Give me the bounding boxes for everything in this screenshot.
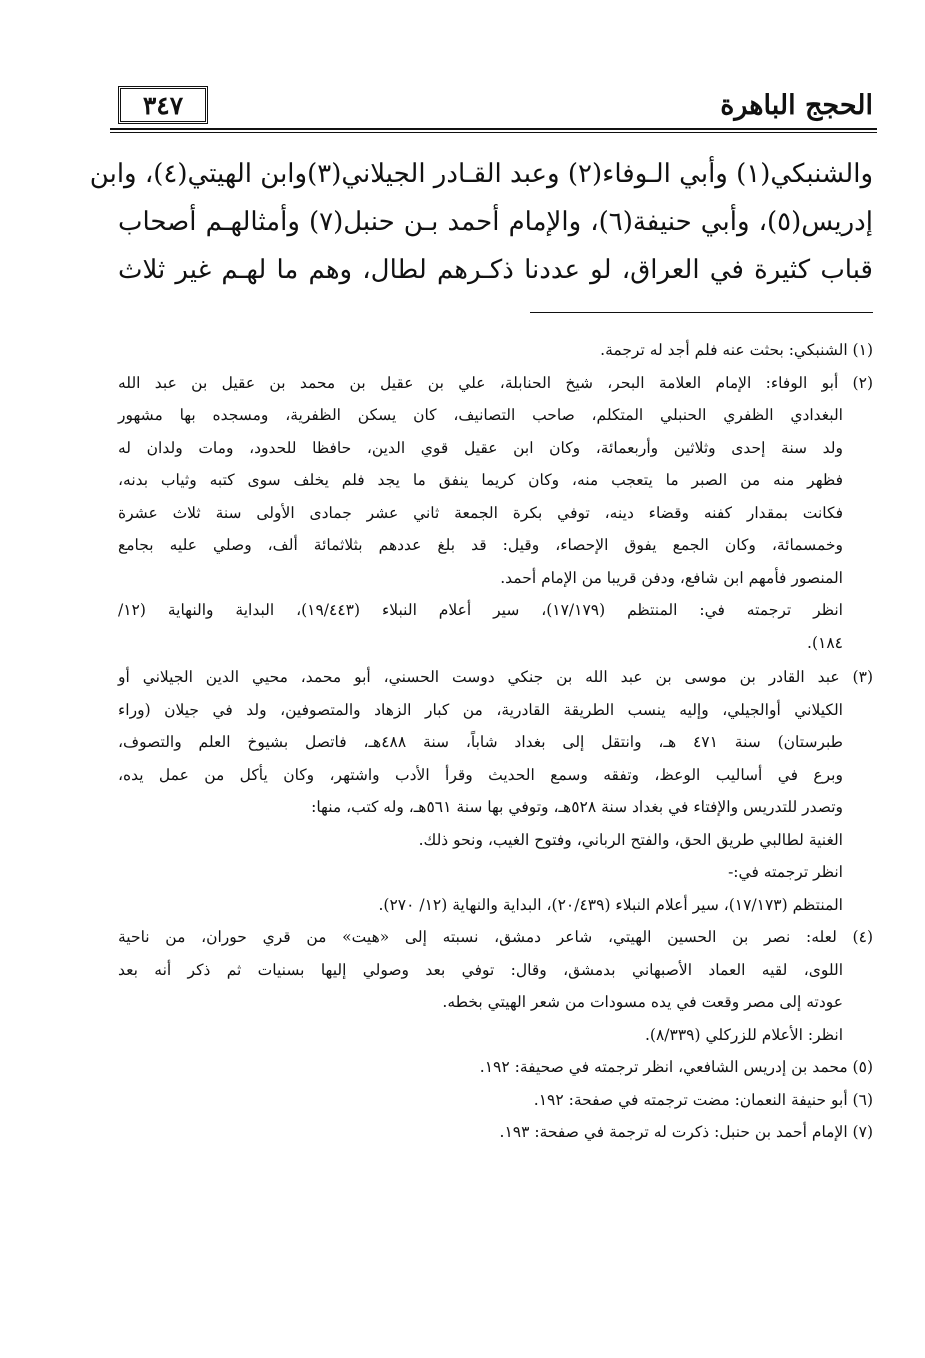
header-rule-thin <box>110 132 877 133</box>
main-text-line: قباب كثيرة في العراق، لو عددنا ذكـرهم لطال، وهم ما لهـم غير ثلاث <box>118 255 873 285</box>
footnote-2-line: انظر ترجمته في: المنتظم (١٧/١٧٩)، سير أعلام النبلاء (١٩/٤٤٣)، البداية والنهاية (١٢/ <box>118 601 843 619</box>
running-title: الحجج الباهرة <box>720 90 873 121</box>
footnotes <box>118 334 873 1149</box>
footnote-3-line: طبرستان) سنة ٤٧١ هـ، وانتقل إلى بغداد شاباً، سنة ٤٨٨هـ، فاتصل بشيوخ العلم والتصوف، <box>118 733 843 751</box>
footnote-1-line: (١) الشنبكي: بحثت عنه فلم أجد له ترجمة. <box>600 341 873 359</box>
header-rule <box>110 128 877 130</box>
footnote-4-line: عودته إلى مصر وقعت في يده مسودات من شعر الهيتي بخطه. <box>442 993 843 1011</box>
footnote-5-line: (٥) محمد بن إدريس الشافعي، انظر ترجمته في صحيفة: ١٩٢. <box>479 1058 873 1076</box>
footnote-2-line: فكانت بمقدار كفنه وقضاء دينه، توفي بكرة الجمعة ثاني عشر جمادى الأولى سنة ثلاث عشرة <box>118 503 843 522</box>
main-text-line: إدريس(٥)، وأبي حنيفة(٦)، والإمام أحمد بـن حنبل(٧) وأمثالهـم أصحاب <box>118 207 873 237</box>
footnote-2-line: البغدادي الظفري الحنبلي المتكلم، صاحب التصانيف، كان يسكن الظفرية، ومسجده بها مشهور <box>118 406 843 424</box>
page-number: ٣٤٧ <box>118 86 208 124</box>
footnote-3-line: وتصدر للتدريس والإفتاء في بغداد سنة ٥٢٨هـ، وتوفي بها سنة ٥٦١هـ، وله كتب، منها: <box>311 798 843 816</box>
main-text <box>89 150 873 294</box>
footnote-6-line: (٦) أبو حنيفة النعمان: مضت ترجمته في صفحة: ١٩٢. <box>533 1090 873 1109</box>
footnote-4-line: اللوى، لقيه العماد الأصبهاني بدمشق، وقال: توفي بعد وصولي إليها بسنيات ثم ذكر أنه بعد <box>118 960 843 979</box>
footnote-7-line: (٧) الإمام أحمد بن حنبل: ذكرت له ترجمة في صفحة: ١٩٣. <box>499 1123 873 1141</box>
footnote-3-line: الغنية لطالبي طريق الحق، والفتح الرباني، وفتوح الغيب، ونحو ذلك. <box>418 830 843 849</box>
footnote-4-line: (٤) لعله: نصر بن الحسين الهيتي، شاعر دمشق، نسبته إلى «هيت» من قري حوران، من ناحية <box>118 928 873 946</box>
footnote-2-line: المنصور فأمهم ابن شافع، ودفن قريبا من الإمام أحمد. <box>500 568 843 587</box>
footnote-2-line: وخمسمائة، وكان الجمع يفوق الإحصاء، وقيل: قد بلغ عددهم بثلاثمائة ألف، وصلي عليه بجامع <box>118 536 843 554</box>
footnote-3-line: انظر ترجمته في:- <box>728 863 843 881</box>
footnote-3-line: وبرع في أساليب الوعظ، وتفقه وسمع الحديث وقرأ الأدب واشتهر، وكان يأكل من عمل يده، <box>118 765 843 784</box>
footnote-2-line: ١٨٤). <box>807 633 843 652</box>
main-text-line: والشنبكي(١) وأبي الـوفاء(٢) وعبد القـادر الجيلاني(٣)وابن الهيتي(٤)، وابن <box>89 159 873 189</box>
footnote-2-line: ولد سنة إحدى وثلاثين وأربعمائة، وكان ابن عقيل قوي الدين، حافظا للحدود، ومات ولدان له <box>118 438 843 457</box>
footnote-2-line: فظهر منه من الصبر ما يتعجب منه، وكان كريما ينفق ما يجد فلم يخلف سوى كتبه وثياب بدنه، <box>118 471 843 489</box>
footnote-3-line: (٣) عبد القادر بن موسى بن عبد الله بن جنكي دوست الحسني، أبو محمد، محيي الدين الجيلاني أو <box>118 668 873 686</box>
footnote-2-line: (٢) أبو الوفاء: الإمام العلامة البحر، شيخ الحنابلة، علي بن عقيل بن محمد بن عقيل بن عبد الله <box>118 373 873 392</box>
footnote-3-line: الكيلاني أوالجيلي، وإليه ينسب الطريقة القادرية، من كبار الزهاد والمتصوفين، ولد في جيلان (وراء <box>118 700 843 719</box>
footnote-3-line: المنتظم (١٧/١٧٣)، سير أعلام النبلاء (٢٠/٤٣٩)، البداية والنهاية (١٢/ ٢٧٠). <box>378 895 843 914</box>
footnote-separator <box>530 312 873 313</box>
footnote-4-line: انظر: الأعلام للزركلي (٨/٣٣٩). <box>644 1025 843 1044</box>
